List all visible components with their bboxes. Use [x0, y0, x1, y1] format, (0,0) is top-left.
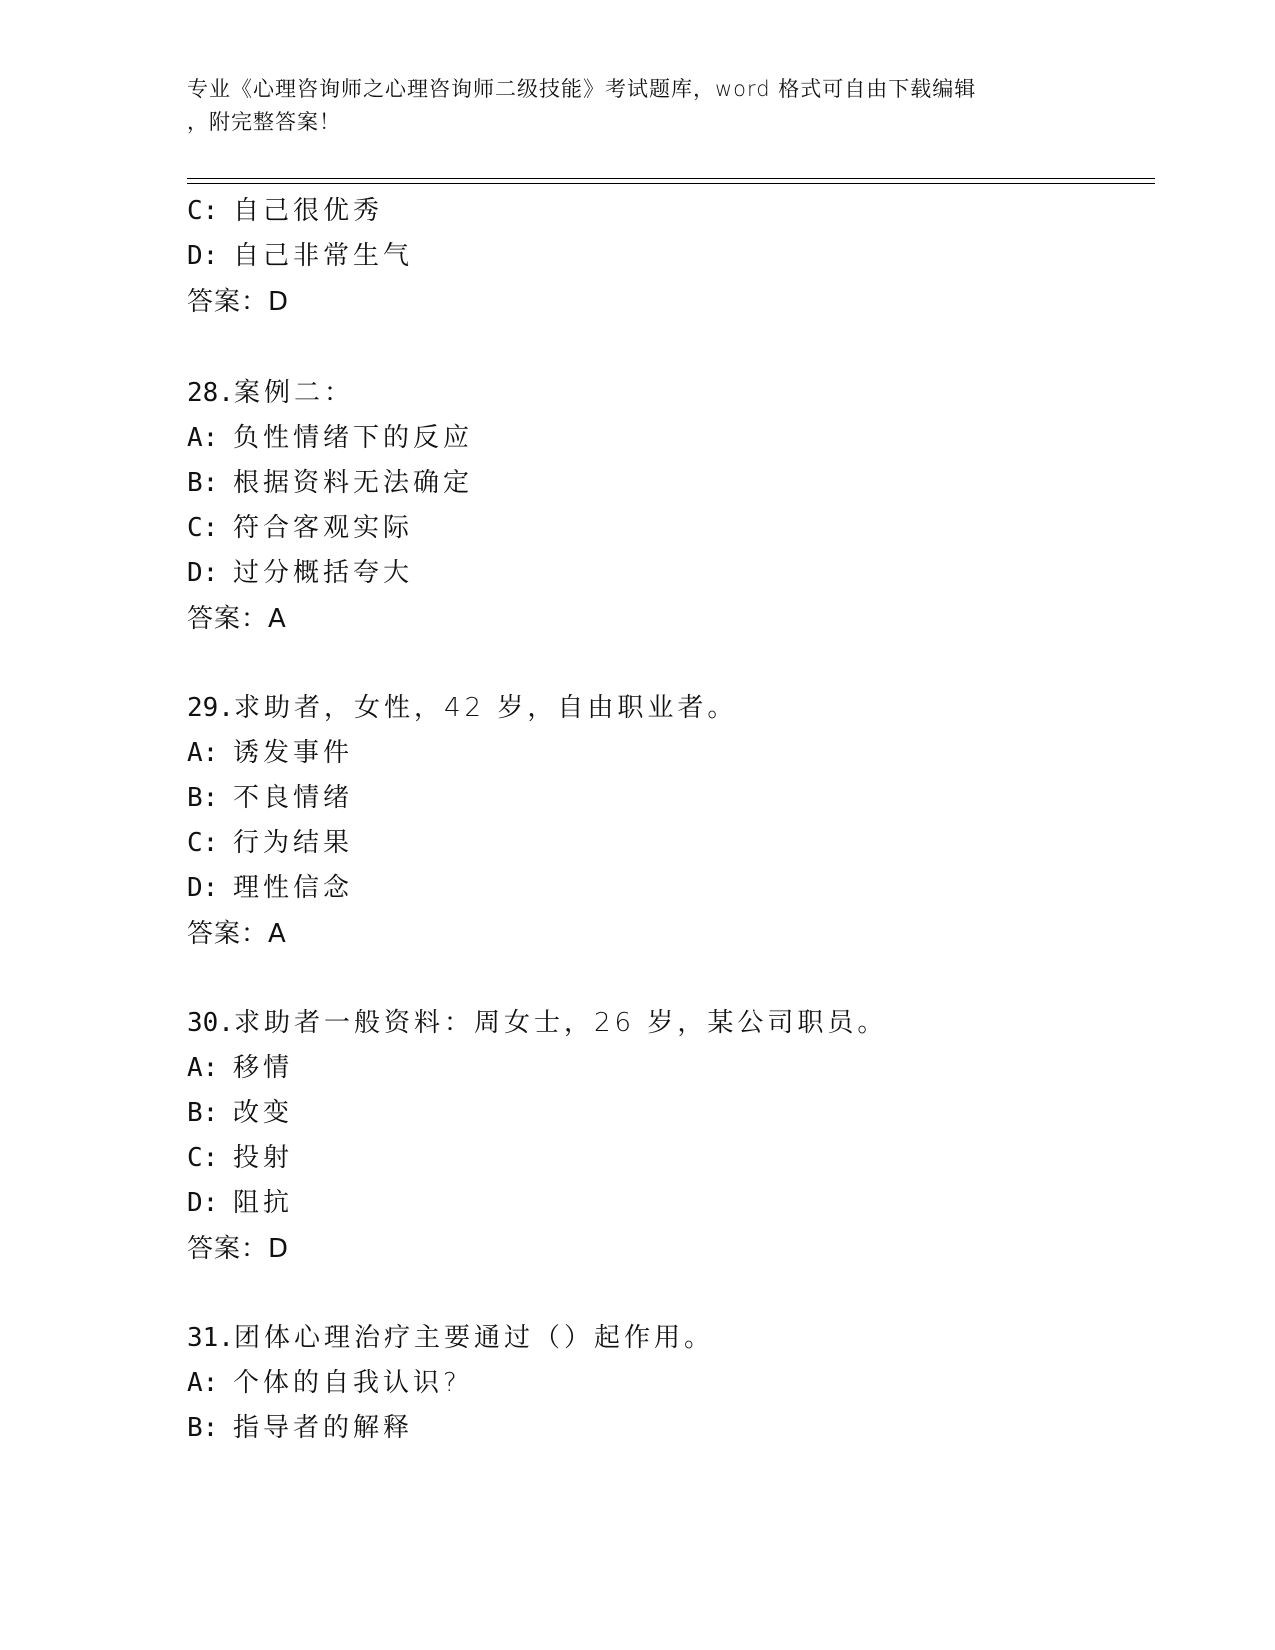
option-text: 个体的自我认识?: [233, 1368, 461, 1398]
question-text: 求助者一般资料：周女士，26 岁，某公司职员。: [233, 1008, 888, 1038]
question-text: 团体心理治疗主要通过（）起作用。: [233, 1323, 714, 1353]
option-text: 理性信念: [233, 873, 354, 903]
question-30-option-d: [187, 1185, 293, 1221]
option-text: 阻抗: [233, 1188, 294, 1218]
option-text: 指导者的解释: [233, 1413, 414, 1443]
option-label: C:: [187, 196, 219, 226]
question-text: 求助者，女性，42 岁，自由职业者。: [233, 693, 738, 723]
question-29-stem: [187, 690, 737, 726]
option-text: 符合客观实际: [233, 513, 414, 543]
question-30-answer: 答案：D: [187, 1234, 290, 1264]
option-label: D:: [187, 558, 219, 588]
option-label: C:: [187, 1143, 219, 1173]
option-label: B:: [187, 1098, 219, 1128]
option-text: 改变: [233, 1098, 294, 1128]
option-text: 自己非常生气: [233, 241, 414, 271]
document-header: [187, 73, 1087, 139]
option-label: A:: [187, 738, 219, 768]
question-number: 28.: [187, 378, 234, 408]
answer-line: 答案：D: [187, 287, 290, 317]
question-28-option-c: [187, 510, 413, 546]
question-number: 30.: [187, 1008, 234, 1038]
option-text: 不良情绪: [233, 783, 354, 813]
option-label: D:: [187, 241, 219, 271]
option-text: 过分概括夸大: [233, 558, 414, 588]
option-label: A:: [187, 1053, 219, 1083]
question-28-stem: [187, 375, 354, 411]
option-label: B:: [187, 783, 219, 813]
question-29-option-c: [187, 825, 353, 861]
question-31-option-a: [187, 1365, 461, 1401]
question-28-option-d: [187, 555, 413, 591]
question-number: 31.: [187, 1323, 234, 1353]
question-30-option-a: [187, 1050, 293, 1086]
option-c: [187, 193, 383, 229]
option-label: D:: [187, 873, 219, 903]
header-divider-thick: [187, 183, 1155, 184]
option-text: 投射: [233, 1143, 294, 1173]
header-divider-thin: [187, 178, 1155, 179]
question-29-answer: 答案：A: [187, 919, 287, 949]
option-label: B:: [187, 468, 219, 498]
option-label: A:: [187, 423, 219, 453]
question-29-option-b: [187, 780, 353, 816]
question-text: 案例二：: [233, 378, 354, 408]
option-label: C:: [187, 513, 219, 543]
option-d: [187, 238, 413, 274]
option-text: 根据资料无法确定: [233, 468, 474, 498]
question-28-option-b: [187, 465, 473, 501]
header-line-1: 专业《心理咨询师之心理咨询师二级技能》考试题库，word 格式可自由下载编辑: [187, 77, 977, 101]
question-30-stem: [187, 1005, 887, 1041]
question-30-option-c: [187, 1140, 293, 1176]
header-line-2: ，附完整答案！: [187, 110, 341, 134]
option-text: 移情: [233, 1053, 294, 1083]
question-number: 29.: [187, 693, 234, 723]
option-text: 负性情绪下的反应: [233, 423, 474, 453]
option-text: 自己很优秀: [233, 196, 384, 226]
option-text: 行为结果: [233, 828, 354, 858]
option-label: C:: [187, 828, 219, 858]
option-label: B:: [187, 1413, 219, 1443]
option-text: 诱发事件: [233, 738, 354, 768]
question-31-stem: [187, 1320, 714, 1356]
question-28-answer: 答案：A: [187, 604, 287, 634]
option-label: A:: [187, 1368, 219, 1398]
question-31-option-b: [187, 1410, 413, 1446]
option-label: D:: [187, 1188, 219, 1218]
question-30-option-b: [187, 1095, 293, 1131]
question-29-option-a: [187, 735, 353, 771]
question-29-option-d: [187, 870, 353, 906]
question-28-option-a: [187, 420, 473, 456]
